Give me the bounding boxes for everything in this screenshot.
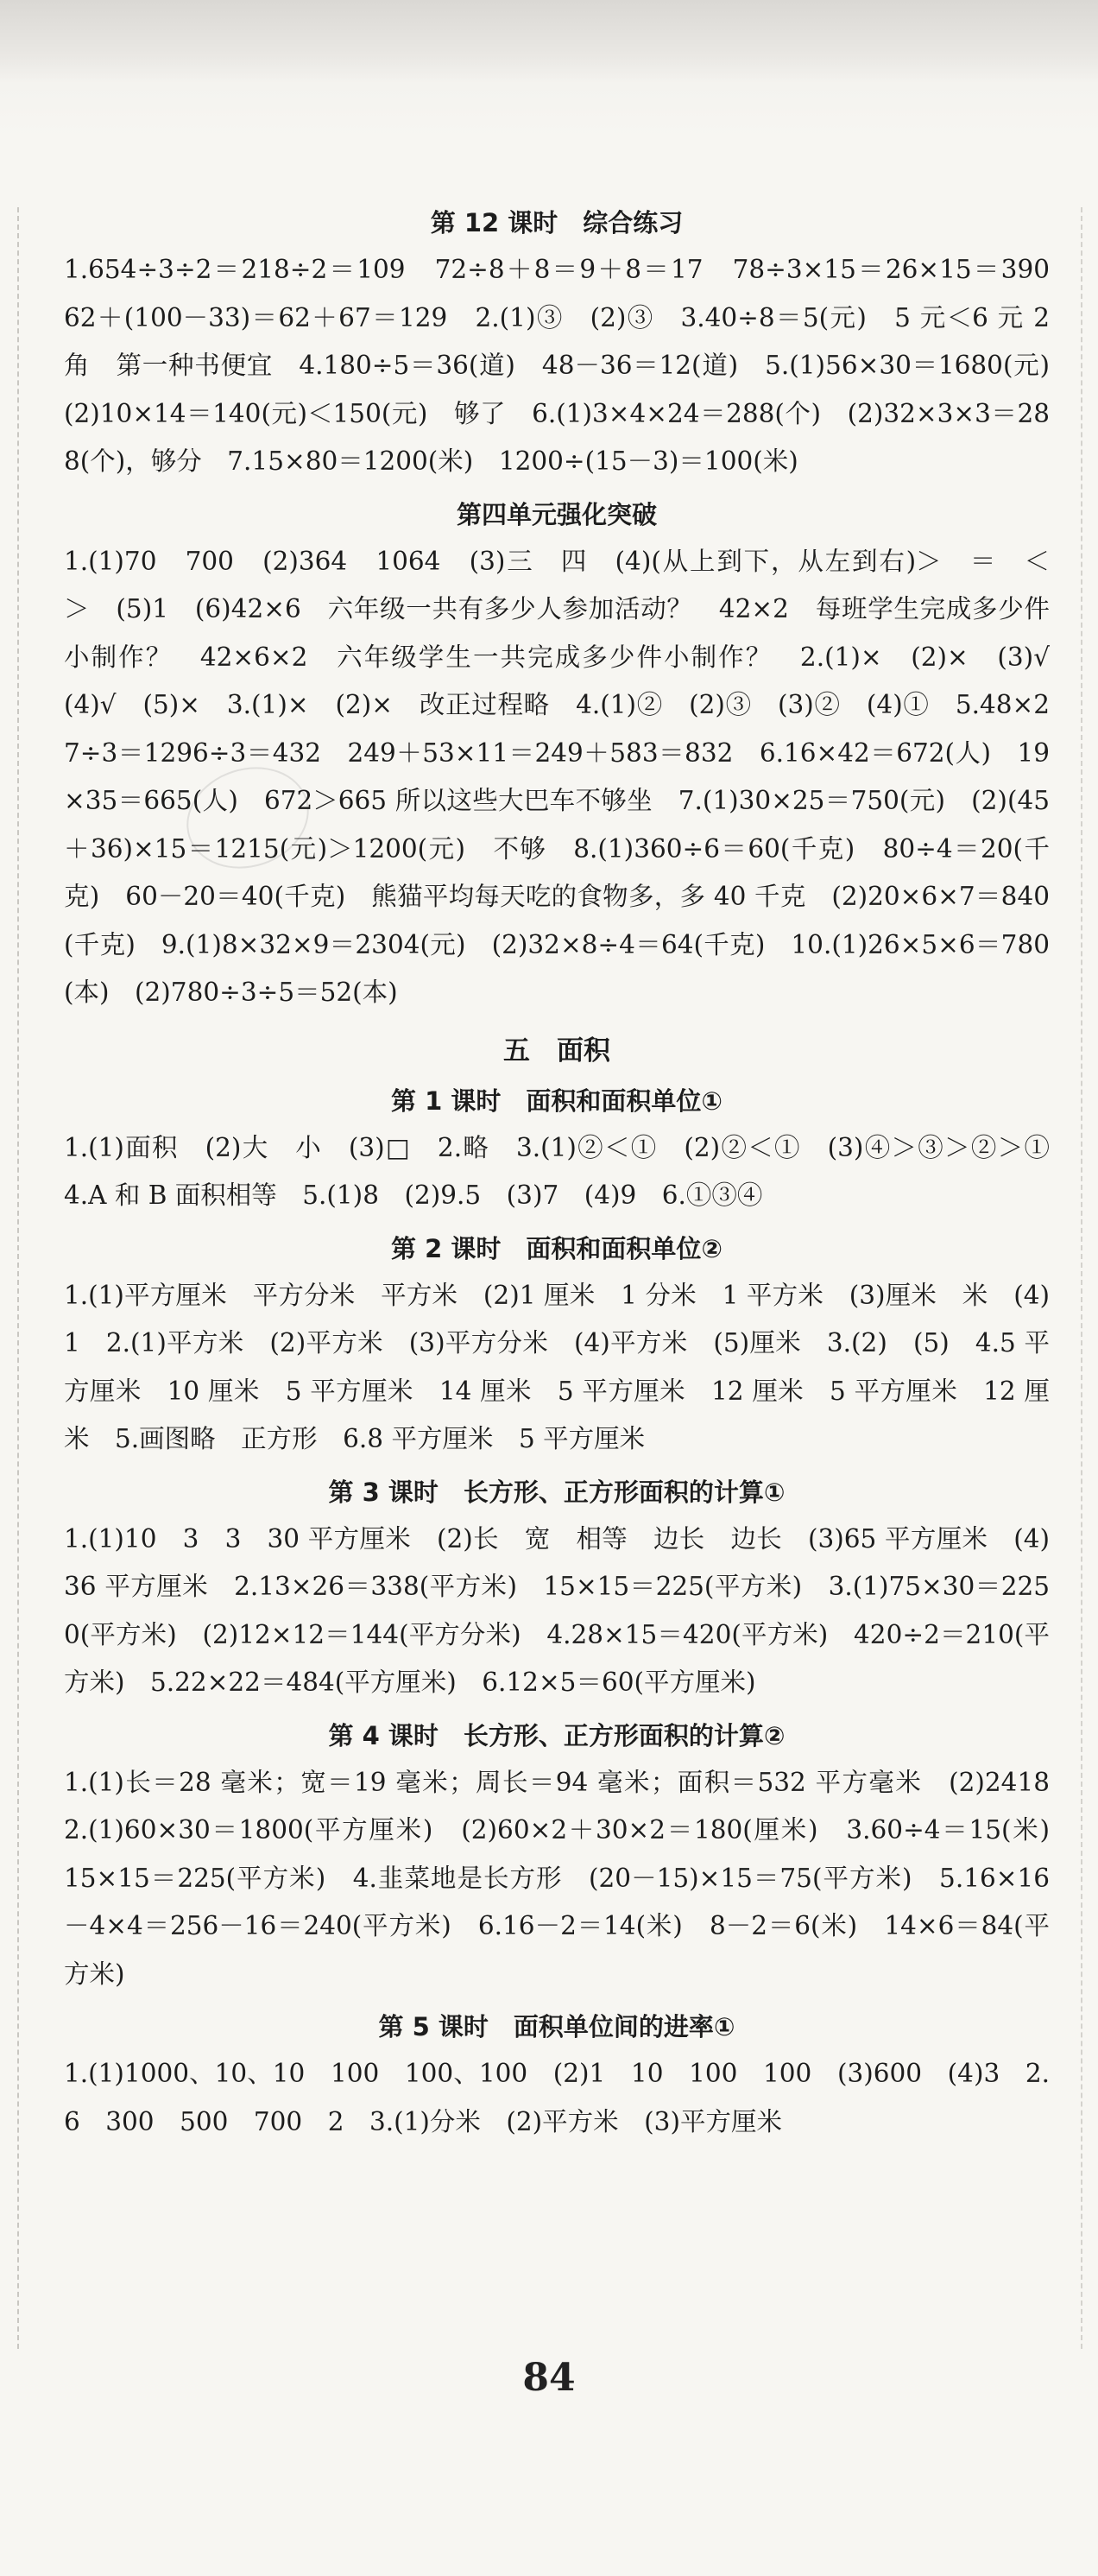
section-title-unit4-review: 第四单元强化突破 [456, 499, 657, 529]
section-title-lesson-12: 第 12 课时 综合练习 [430, 208, 684, 237]
unit-title-area: 五 面积 [503, 1035, 610, 1066]
right-dashed-margin [1081, 207, 1082, 2349]
section-answers-lesson-4: 1.(1)长＝28 毫米；宽＝19 毫米；周长＝94 毫米；面积＝532 平方毫米 (2)2418 2.(1)60×30＝1800(平方厘米) (2)60×2＋30×2＝180(厘米) 3.60÷4＝15(米) 15×15＝225(平方米) 4.韭菜地是长方形 (20－15)×15＝75(平方米) 5.16×16－4×4＝256－16＝240(平方米) 6.16－2＝14(米) 8－2＝6(米) 14×6＝84(平方米) [64, 1767, 1076, 1989]
scan-shadow-band [0, 0, 1098, 82]
section-title-lesson-5: 第 5 课时 面积单位间的进率① [378, 2012, 735, 2041]
section-answers-lesson-3: 1.(1)10 3 3 30 平方厘米 (2)长 宽 相等 边长 边长 (3)65 平方厘米 (4)36 平方厘米 2.13×26＝338(平方米) 15×15＝225(平方米) 3.(1)75×30＝2250(平方米) (2)12×12＝144(平方分米) 4.28×15＝420(平方米) 420÷2＝210(平方米) 5.22×22＝484(平方厘米) 6.12×5＝60(平方厘米) [64, 1523, 1050, 1697]
left-dashed-margin [17, 207, 19, 2349]
section-answers-lesson-1: 1.(1)面积 (2)大 小 (3)□ 2.略 3.(1)②＜① (2)②＜① (3)④＞③＞②＞① 4.A 和 B 面积相等 5.(1)8 (2)9.5 (3)7 (4)9 6.①③④ [64, 1132, 1076, 1210]
section-title-lesson-4: 第 4 课时 长方形、正方形面积的计算② [328, 1720, 786, 1750]
answer-content [64, 194, 1076, 2146]
section-title-lesson-1: 第 1 课时 面积和面积单位① [391, 1085, 723, 1116]
section-answers-lesson-5: 1.(1)1000、10、10 100 100、100 (2)1 10 100 100 (3)600 (4)3 2.6 300 500 700 2 3.(1)分米 (2)平方米 (3)平方厘米 [64, 2059, 1050, 2136]
page-number: 84 [522, 2356, 576, 2400]
section-answers-lesson-2: 1.(1)平方厘米 平方分米 平方米 (2)1 厘米 1 分米 1 平方米 (3)厘米 米 (4)1 2.(1)平方米 (2)平方米 (3)平方分米 (4)平方米 (5)厘米 3.(2) (5) 4.5 平方厘米 10 厘米 5 平方厘米 14 厘米 5 平方厘米 12 厘米 5 平方厘米 12 厘米 5.画图略 正方形 6.8 平方厘米 5 平方厘米 [64, 1280, 1050, 1453]
section-title-lesson-3: 第 3 课时 长方形、正方形面积的计算① [328, 1477, 786, 1507]
section-answers-lesson-12: 1.654÷3÷2＝218÷2＝109 72÷8＋8＝9＋8＝17 78÷3×15＝26×15＝390 62＋(100－33)＝62＋67＝129 2.(1)③ (2)③ 3.40÷8＝5(元) 5 元＜6 元 2 角 第一种书便宜 4.180÷5＝36(道) 48－36＝12(道) 5.(1)56×30＝1680(元) (2)10×14＝140(元)＜150(元) 够了 6.(1)3×4×24＝288(个) (2)32×3×3＝288(个)，够分 7.15×80＝1200(米) 1200÷(15－3)＝100(米) [64, 255, 1076, 476]
section-title-lesson-2: 第 2 课时 面积和面积单位② [391, 1233, 723, 1263]
section-answers-unit4-review: 1.(1)70 700 (2)364 1064 (3)三 四 (4)(从上到下，从左到右)＞ ＝ ＜ ＞ (5)1 (6)42×6 六年级一共有多少人参加活动？ 42×2 每班学生完成多少件小制作？ 42×6×2 六年级学生一共完成多少件小制作？ 2.(1)× (2)× (3)√ (4)√ (5)× 3.(1)× (2)× 改正过程略 4.(1)② (2)③ (3)② (4)① 5.48×27÷3＝1296÷3＝432 249＋53×11＝249＋583＝832 6.16×42＝672(人) 19×35＝665(人) 672＞665 所以这些大巴车不够坐 7.(1)30×25＝750(元) (2)(45＋36)×15＝1215(元)＞1200(元) 不够 8.(1)360÷6＝60(千克) 80÷4＝20(千克) 60－20＝40(千克) 熊猫平均每天吃的食物多，多 40 千克 (2)20×6×7＝840(千克) 9.(1)8×32×9＝2304(元) (2)32×8÷4＝64(千克) 10.(1)26×5×6＝780(本) (2)780÷3÷5＝52(本) [64, 546, 1076, 1007]
